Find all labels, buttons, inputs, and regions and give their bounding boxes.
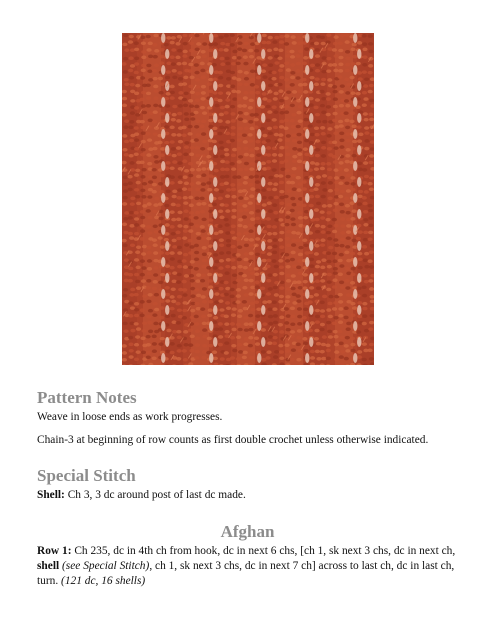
swatch-photo [122, 33, 374, 365]
special-stitch-heading: Special Stitch [37, 466, 136, 485]
row-1-stitch-count: (121 dc, 16 shells) [61, 575, 146, 587]
row-1-instructions [37, 544, 461, 589]
pattern-note-1: Weave in loose ends as work progresses. [37, 411, 223, 423]
crochet-swatch-image [122, 33, 374, 365]
shell-definition [37, 488, 246, 503]
shell-text: Ch 3, 3 dc around post of last dc made. [64, 489, 246, 501]
row-1-label: Row 1: [37, 545, 72, 557]
shell-label: Shell: [37, 489, 65, 501]
row-1-see-special: (see Special Stitch) [59, 560, 150, 572]
row-1-text-part2: , ch 1, sk next 3 chs, dc in next 7 ch] across to last ch, dc in last ch, turn. [37, 560, 455, 587]
pattern-note-2: Chain-3 at beginning of row counts as first double crochet unless otherwise indicated. [37, 434, 429, 446]
afghan-heading: Afghan [220, 522, 275, 541]
row-1-shell: shell [37, 560, 60, 572]
pattern-notes-heading: Pattern Notes [37, 388, 137, 407]
row-1-text-part1: Ch 235, dc in 4th ch from hook, dc in next 6 chs, [ch 1, sk next 3 chs, dc in next ch, [71, 545, 456, 557]
